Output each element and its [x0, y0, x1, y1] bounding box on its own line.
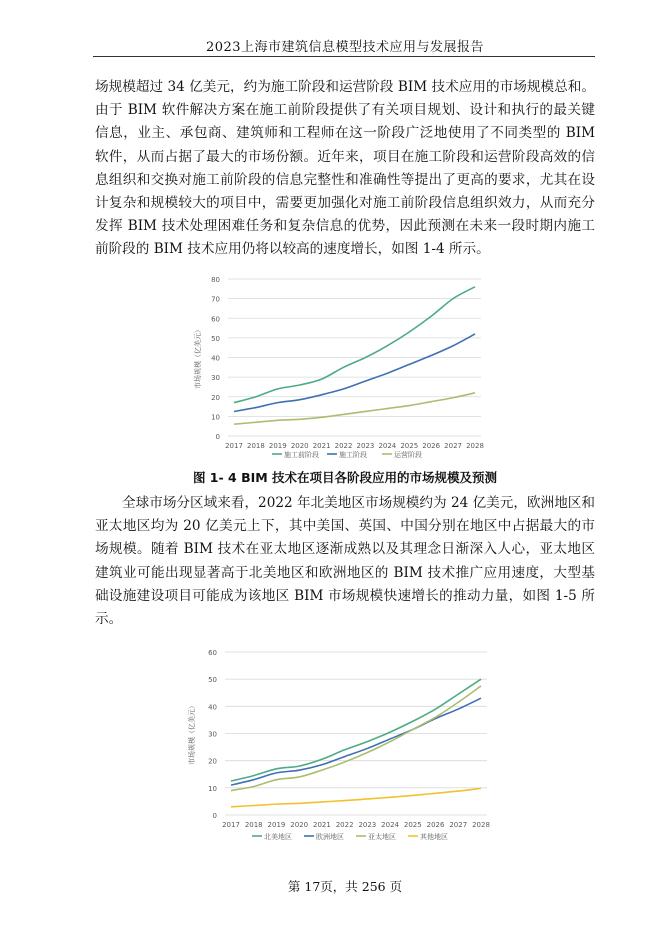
series-line — [231, 698, 481, 785]
y-axis-label: 市场规模（亿美元） — [188, 702, 196, 765]
x-tick-label: 2026 — [422, 442, 441, 450]
x-tick-label: 2019 — [268, 442, 287, 450]
x-tick-label: 2025 — [403, 821, 422, 829]
paragraph-2-text: 全球市场分区域来看，2022 年北美地区市场规模约为 24 亿美元，欧洲地区和亚太地区均为 20 亿美元上下，其中美国、英国、中国分别在地区中占据最大的市场规模。随着 BIM 技术在亚太地区逐渐成熟以及其理念日渐深入人心，亚太地区建筑业可能出现显著高于北美地区和欧洲地区的 BIM 技术推广应用速度，大型基础设施建设项目可能成为该地区 BIM 市场规模快速增长的推动力量，如图 1-5 所示。 — [95, 495, 595, 628]
x-tick-label: 2028 — [472, 821, 490, 829]
x-tick-label: 2018 — [244, 821, 263, 829]
y-tick-label: 20 — [208, 757, 217, 766]
y-tick-label: 0 — [215, 433, 220, 441]
x-tick-label: 2021 — [312, 442, 331, 450]
figure-caption: 图 1- 4 BIM 技术在项目各阶段应用的市场规模及预测 — [192, 470, 498, 485]
y-tick-label: 30 — [211, 374, 220, 383]
x-tick-label: 2022 — [335, 821, 354, 829]
series-line — [231, 686, 481, 791]
y-tick-label: 30 — [208, 730, 217, 739]
y-tick-label: 40 — [208, 703, 217, 712]
y-tick-label: 0 — [212, 812, 217, 820]
x-tick-label: 2022 — [334, 442, 353, 450]
x-tick-label: 2019 — [267, 821, 286, 829]
x-tick-label: 2020 — [290, 442, 309, 450]
page-footer: 第 17页，共 256 页 — [287, 879, 403, 894]
x-tick-label: 2024 — [378, 442, 397, 450]
header-rule — [93, 56, 595, 57]
y-tick-label: 20 — [211, 393, 220, 402]
series-line — [231, 788, 481, 806]
paragraph-1-text: 场规模超过 34 亿美元，约为施工阶段和运营阶段 BIM 技术应用的市场规模总和。由于 BIM 软件解决方案在施工前阶段提供了有关项目规划、设计和执行的最关键信息，业主、承包商、建筑师和工程师在这一阶段广泛地使用了不同类型的 BIM 软件，从而占据了最大的市场份额。近年来，项目在施工阶段和运营阶段高效的信息组织和交换对施工前阶段的信息完整性和准确性等提出了更高的要求，尤其在设计复杂和规模较大的项目中，需要更加强化对施工前阶段信息组织效力，从而充分发挥 BIM 技术处理困难任务和复杂信息的优势，因此预测在未来一段时期内施工前阶段的 BIM 技术应用仍将以较高的速度增长，如图 1-4 所示。 — [95, 79, 595, 258]
y-axis-label: 市场规模（亿美元） — [194, 326, 202, 389]
y-tick-label: 70 — [211, 295, 220, 304]
y-tick-label: 40 — [211, 354, 220, 363]
x-tick-label: 2026 — [426, 821, 445, 829]
legend-label: 运营阶段 — [394, 451, 422, 459]
x-tick-label: 2027 — [444, 442, 463, 450]
y-tick-label: 10 — [208, 784, 217, 793]
legend-label: 施工阶段 — [339, 451, 367, 459]
y-tick-label: 50 — [211, 334, 220, 343]
y-tick-label: 60 — [208, 649, 217, 657]
y-tick-label: 50 — [208, 676, 217, 685]
legend-label: 亚太地区 — [368, 833, 396, 841]
legend-label: 欧洲地区 — [316, 833, 344, 841]
page-header: 2023上海市建筑信息模型技术应用与发展报告 — [205, 40, 485, 55]
y-tick-label: 80 — [211, 276, 220, 284]
x-tick-label: 2025 — [400, 442, 419, 450]
x-tick-label: 2020 — [290, 821, 309, 829]
paragraph-2 — [95, 492, 595, 631]
series-line — [234, 393, 475, 424]
y-tick-label: 10 — [211, 413, 220, 422]
x-tick-label: 2018 — [246, 442, 265, 450]
x-tick-label: 2023 — [358, 821, 377, 829]
x-tick-label: 2021 — [312, 821, 331, 829]
series-line — [234, 334, 475, 412]
x-tick-label: 2017 — [222, 821, 240, 829]
series-line — [234, 287, 475, 403]
x-tick-label: 2027 — [449, 821, 468, 829]
legend-label: 施工前阶段 — [284, 451, 319, 459]
series-line — [231, 679, 481, 781]
legend-label: 其他地区 — [420, 833, 448, 841]
x-tick-label: 2028 — [466, 442, 484, 450]
x-tick-label: 2017 — [225, 442, 243, 450]
legend-label: 北美地区 — [264, 833, 292, 841]
paragraph-1 — [95, 76, 595, 262]
x-tick-label: 2023 — [356, 442, 375, 450]
x-tick-label: 2024 — [381, 821, 400, 829]
y-tick-label: 60 — [211, 315, 220, 324]
